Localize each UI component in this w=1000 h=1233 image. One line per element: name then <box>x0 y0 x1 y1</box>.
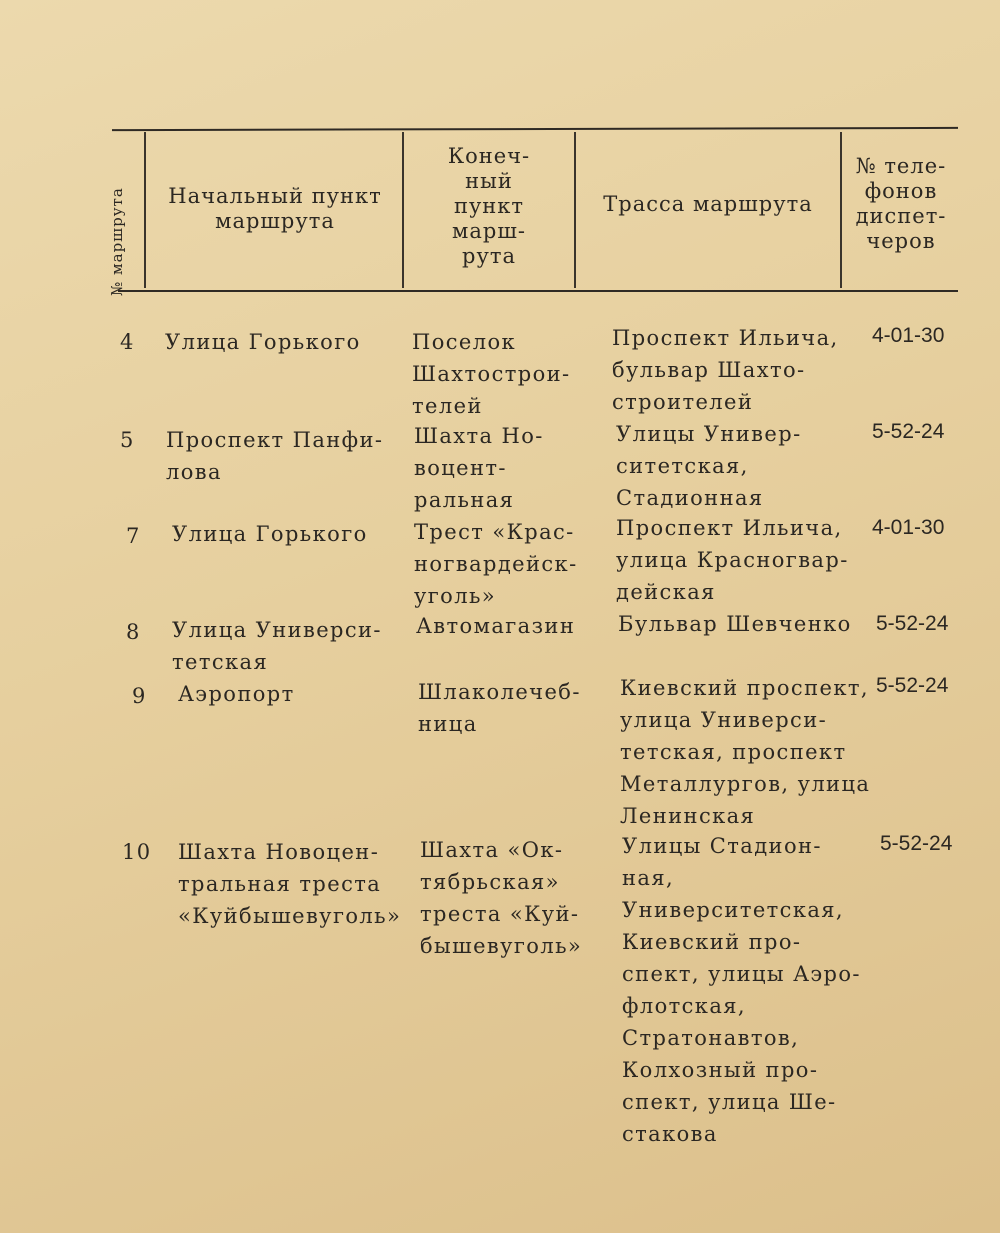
cell-line: Шахта Но- <box>414 424 544 448</box>
cell-line: Аэропорт <box>178 682 295 706</box>
header-line: ный <box>465 169 513 193</box>
cell-line: Стратонавтов, <box>622 1026 800 1050</box>
cell-line: телей <box>412 394 483 418</box>
cell-line: Поселок <box>412 330 517 354</box>
dispatcher-phone: 5-52-24 <box>880 832 953 855</box>
cell-line: Улица Универси- <box>172 618 382 642</box>
cell-line: ница <box>418 712 478 736</box>
cell-line: Металлургов, улица <box>620 772 871 796</box>
dispatcher-phone: 4-01-30 <box>872 324 945 347</box>
cell-line: ногвардейск- <box>414 552 578 576</box>
dispatcher-phone: 5-52-24 <box>872 420 945 443</box>
header-start-point <box>150 184 400 234</box>
route-path <box>622 830 861 1150</box>
cell-line: Улица Горького <box>172 522 368 546</box>
header-line: Конеч- <box>447 144 531 168</box>
cell-line: бульвар Шахто- <box>612 358 806 382</box>
header-line: № теле- <box>855 154 947 178</box>
end-point <box>414 516 578 612</box>
cell-line: Проспект Панфи- <box>166 428 384 452</box>
cell-line: ная, <box>622 866 675 890</box>
cell-line: ситетская, <box>616 454 749 478</box>
end-point <box>418 676 581 740</box>
route-path <box>620 672 870 832</box>
cell-line: строителей <box>612 390 754 414</box>
cell-line: Проспект Ильича, <box>612 326 839 350</box>
cell-line: Шлаколечеб- <box>418 680 581 704</box>
dispatcher-phone: 5-52-24 <box>876 612 949 635</box>
cell-line: улица Универси- <box>620 708 828 732</box>
cell-line: флотская, <box>622 994 746 1018</box>
cell-line: Шахта «Ок- <box>420 838 564 862</box>
cell-line: Стадионная <box>616 486 764 510</box>
cell-line: Бульвар Шевченко <box>618 612 852 636</box>
end-point <box>412 326 571 422</box>
header-end-point <box>405 144 573 269</box>
cell-line: треста «Куй- <box>420 902 580 926</box>
cell-line: спект, улица Ше- <box>622 1090 837 1114</box>
start-point <box>178 678 295 710</box>
route-path <box>616 418 802 514</box>
header-phones <box>842 154 960 254</box>
cell-line: тетская <box>172 650 269 674</box>
cell-line: ральная <box>414 488 515 512</box>
cell-line: Шахтострои- <box>412 362 571 386</box>
cell-line: бышевуголь» <box>420 934 583 958</box>
cell-line: Университетская, <box>622 898 845 922</box>
cell-line: Киевский про- <box>622 930 802 954</box>
cell-line: тябрьская» <box>420 870 560 894</box>
column-divider <box>144 132 146 288</box>
column-divider <box>574 132 576 288</box>
cell-line: тетская, проспект <box>620 740 847 764</box>
table-top-rule <box>112 127 958 131</box>
start-point <box>172 518 368 550</box>
cell-line: Улица Горького <box>165 330 361 354</box>
route-number: 5 <box>120 428 135 452</box>
cell-line: Улицы Стадион- <box>622 834 822 858</box>
end-point <box>416 610 575 642</box>
end-point <box>420 834 582 962</box>
header-line: Начальный пункт <box>168 184 382 208</box>
route-number: 7 <box>126 524 141 548</box>
route-number: 9 <box>132 684 147 708</box>
cell-line: Трест «Крас- <box>414 520 575 544</box>
start-point <box>178 836 401 932</box>
start-point <box>166 424 383 488</box>
cell-line: тральная треста <box>178 872 382 896</box>
cell-line: Шахта Новоцен- <box>178 840 380 864</box>
cell-line: дейская <box>616 580 716 604</box>
cell-line: Киевский проспект, <box>620 676 869 700</box>
header-line: пункт <box>453 194 525 218</box>
table-header-bottom-rule <box>118 290 958 292</box>
header-line: маршрута <box>215 209 335 233</box>
route-number: 10 <box>122 840 152 864</box>
dispatcher-phone: 4-01-30 <box>872 516 945 539</box>
header-line: черов <box>866 229 936 253</box>
header-line: Трасса маршрута <box>603 192 813 216</box>
cell-line: «Куйбышевуголь» <box>178 904 402 928</box>
start-point <box>172 614 382 678</box>
route-path <box>616 512 849 608</box>
header-line: марш- <box>452 219 526 243</box>
header-route-path <box>578 192 838 217</box>
cell-line: Колхозный про- <box>622 1058 819 1082</box>
cell-line: спект, улицы Аэро- <box>622 962 861 986</box>
column-divider <box>402 132 404 288</box>
header-line: рута <box>462 244 516 268</box>
cell-line: Автомагазин <box>416 614 576 638</box>
cell-line: стакова <box>622 1122 718 1146</box>
route-path <box>618 608 852 640</box>
header-line: фонов <box>864 179 938 203</box>
start-point <box>165 326 361 358</box>
end-point <box>414 420 544 516</box>
dispatcher-phone: 5-52-24 <box>876 674 949 697</box>
cell-line: лова <box>166 460 222 484</box>
cell-line: Улицы Универ- <box>616 422 802 446</box>
header-line: диспет- <box>855 204 947 228</box>
route-path <box>612 322 839 418</box>
cell-line: уголь» <box>414 584 497 608</box>
cell-line: Ленинская <box>620 804 756 828</box>
route-number: 8 <box>126 620 141 644</box>
cell-line: воцент- <box>414 456 507 480</box>
route-number: 4 <box>120 330 135 354</box>
header-route-number: № маршрута <box>108 187 126 296</box>
cell-line: улица Красногвар- <box>616 548 849 572</box>
cell-line: Проспект Ильича, <box>616 516 843 540</box>
